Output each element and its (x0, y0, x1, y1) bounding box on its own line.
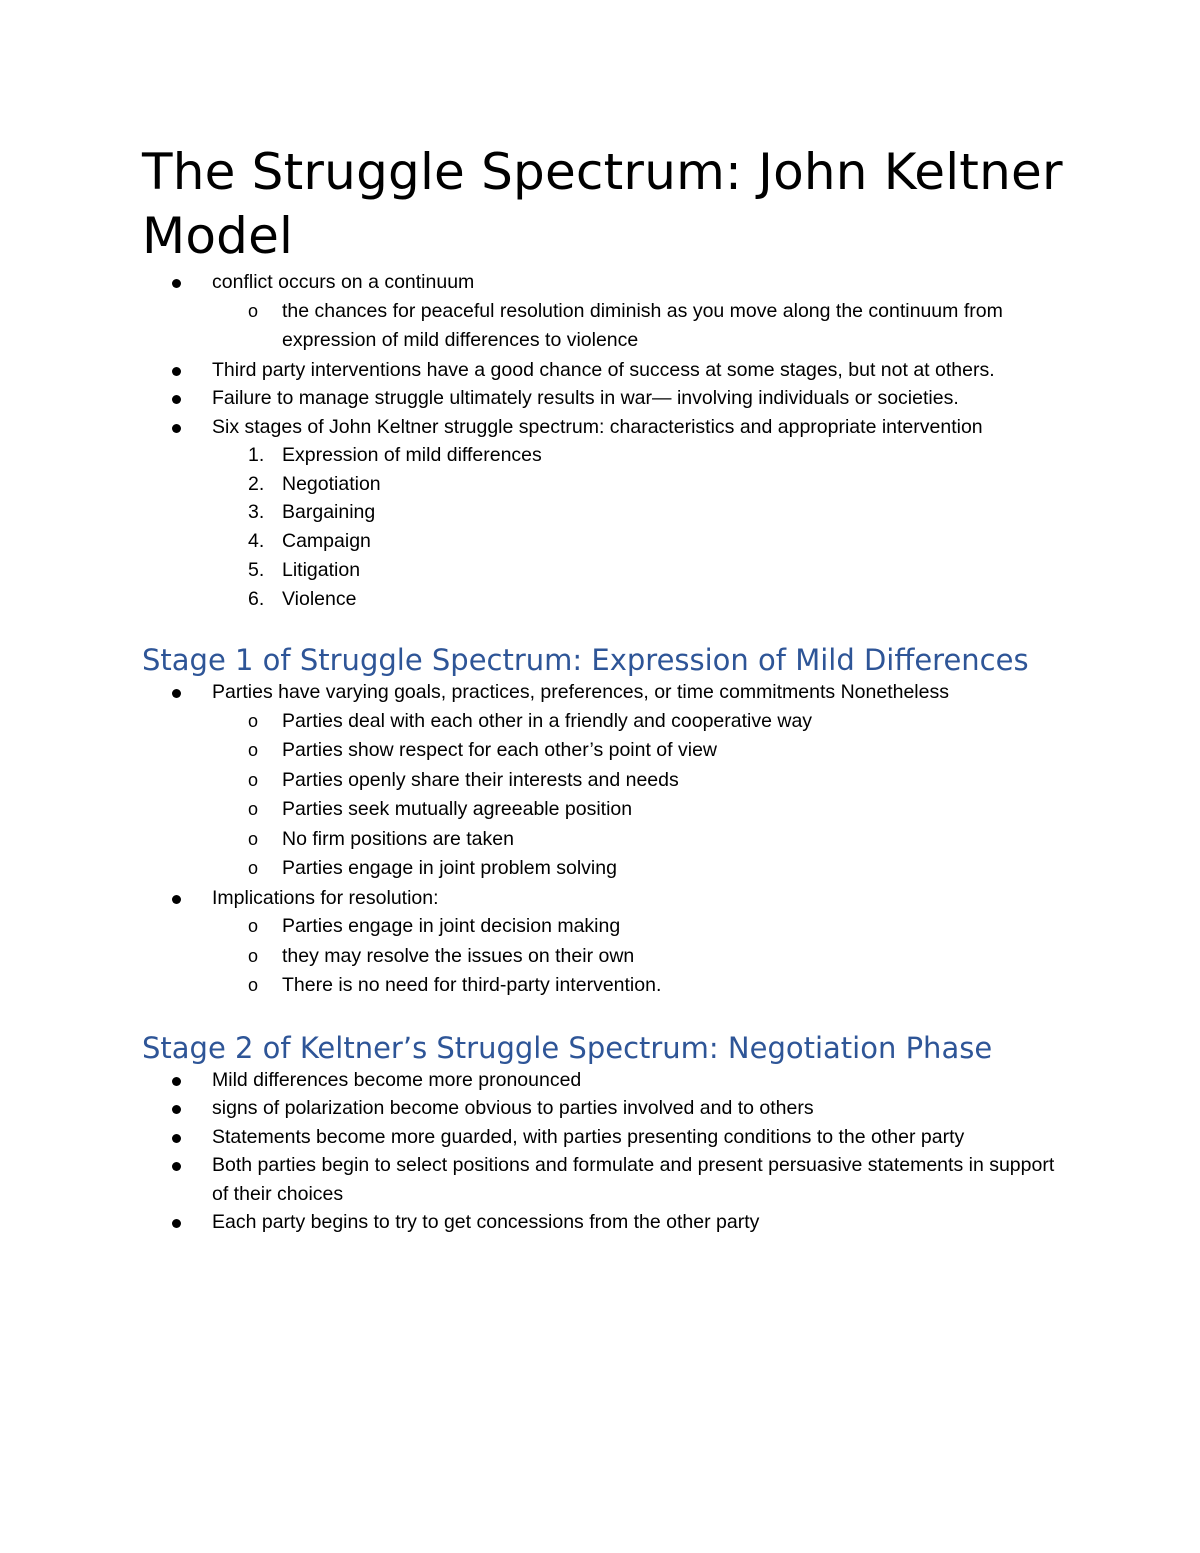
circle-bullet-icon: o (248, 710, 259, 731)
bullet-icon (172, 279, 181, 288)
list-item (142, 384, 1072, 413)
list-item-text: Implications for resolution: (212, 886, 439, 909)
stage2-heading: Stage 2 of Keltner’s Struggle Spectrum: Negotiation Phase (142, 1030, 993, 1065)
stage-item (212, 498, 1072, 527)
list-item (142, 413, 1072, 614)
stage-label: Expression of mild differences (282, 444, 542, 466)
list-item-text: Mild differences become more pronounced (212, 1068, 582, 1091)
list-item (142, 356, 1072, 385)
circle-bullet-icon: o (248, 916, 259, 937)
stage-number: 1. (248, 444, 265, 466)
sub-list-item (212, 825, 1072, 855)
sub-list-item-text: Parties show respect for each other’s point of view (282, 739, 717, 762)
sub-list-item-text: Parties deal with each other in a friendly and cooperative way (282, 709, 813, 732)
document-page (142, 140, 1072, 1237)
stage-label: Litigation (282, 558, 361, 581)
sub-list-item-text: they may resolve the issues on their own (282, 944, 635, 967)
circle-bullet-icon: o (248, 945, 259, 966)
list-item (142, 1208, 1072, 1237)
stage-label: Negotiation (282, 472, 381, 495)
list-item (142, 1123, 1072, 1152)
sub-list-item-text: There is no need for third-party intervention. (282, 974, 662, 997)
list-item-text: Third party interventions have a good chance of success at some stages, but not at others. (212, 358, 995, 381)
list-item-text: conflict occurs on a continuum (212, 271, 475, 293)
circle-bullet-icon: o (248, 858, 259, 879)
circle-bullet-icon: o (248, 740, 259, 761)
sub-list (212, 707, 1072, 884)
list-item (142, 884, 1072, 1001)
stage-number: 6. (248, 587, 265, 610)
document-title: The Struggle Spectrum: John Keltner Model (142, 143, 1063, 265)
stage-item (212, 556, 1072, 585)
stage2-list (142, 1066, 1072, 1237)
circle-bullet-icon: o (248, 799, 259, 820)
bullet-icon (172, 1134, 181, 1143)
sub-list-item (212, 795, 1072, 825)
sub-list-item-text: Parties engage in joint decision making (282, 915, 621, 938)
stage-number: 3. (248, 501, 265, 524)
bullet-icon (172, 424, 181, 433)
sub-list-item-text: No firm positions are taken (282, 827, 514, 850)
list-item (142, 1094, 1072, 1123)
stage-item (212, 441, 1072, 470)
sub-list-item-text: Parties openly share their interests and needs (282, 768, 679, 791)
list-item-text: Each party begins to try to get concessions from the other party (212, 1211, 760, 1234)
list-item (142, 1066, 1072, 1095)
stage2-section (142, 1031, 1072, 1237)
stage1-heading: Stage 1 of Struggle Spectrum: Expression of Mild Differences (142, 643, 1029, 678)
sub-list-item (212, 854, 1072, 884)
stage-number: 2. (248, 472, 265, 495)
sub-list-item (212, 707, 1072, 737)
intro-list (142, 268, 1072, 613)
bullet-icon (172, 689, 181, 698)
circle-bullet-icon: o (248, 769, 259, 790)
list-item-text: signs of polarization become obvious to parties involved and to others (212, 1097, 814, 1120)
list-item-text: Statements become more guarded, with parties presenting conditions to the other party (212, 1125, 965, 1148)
list-item-text: Failure to manage struggle ultimately results in war— involving individuals or societies. (212, 387, 959, 409)
list-item (142, 1151, 1072, 1208)
sub-list-item (212, 297, 1072, 356)
stage-item (212, 527, 1072, 556)
stage-item (212, 470, 1072, 499)
list-item-text: Both parties begin to select positions and formulate and present persuasive statements in support of their choices (212, 1154, 1055, 1205)
sub-list-item (212, 942, 1072, 972)
list-item (142, 678, 1072, 884)
list-item-text: Parties have varying goals, practices, preferences, or time commitments Nonetheless (212, 681, 949, 704)
stage-label: Violence (282, 587, 357, 610)
stage-label: Campaign (282, 530, 371, 553)
circle-bullet-icon: o (248, 300, 259, 321)
bullet-icon (172, 1077, 181, 1086)
bullet-icon (172, 1105, 181, 1114)
sub-list-item (212, 912, 1072, 942)
stage1-list (142, 678, 1072, 1001)
sub-list-item-text: the chances for peaceful resolution diminish as you move along the continuum from expression of mild differences to violence (282, 299, 1003, 351)
list-item (142, 268, 1072, 356)
sub-list-item-text: Parties seek mutually agreeable position (282, 798, 633, 821)
sub-list (212, 912, 1072, 1001)
bullet-icon (172, 895, 181, 904)
bullet-icon (172, 1219, 181, 1228)
circle-bullet-icon: o (248, 828, 259, 849)
circle-bullet-icon: o (248, 975, 259, 996)
sub-list-item (212, 766, 1072, 796)
stage1-section (142, 643, 1072, 1001)
stage-label: Bargaining (282, 501, 376, 524)
sub-list (212, 297, 1072, 356)
sub-list-item-text: Parties engage in joint problem solving (282, 857, 617, 880)
bullet-icon (172, 1162, 181, 1171)
bullet-icon (172, 395, 181, 404)
list-item-text: Six stages of John Keltner struggle spectrum: characteristics and appropriate intervention (212, 415, 983, 438)
sub-list-item (212, 736, 1072, 766)
stage-number: 4. (248, 530, 265, 553)
bullet-icon (172, 367, 181, 376)
stage-item (212, 585, 1072, 614)
sub-list-item (212, 971, 1072, 1001)
stage-number: 5. (248, 558, 265, 581)
stages-list (212, 441, 1072, 613)
